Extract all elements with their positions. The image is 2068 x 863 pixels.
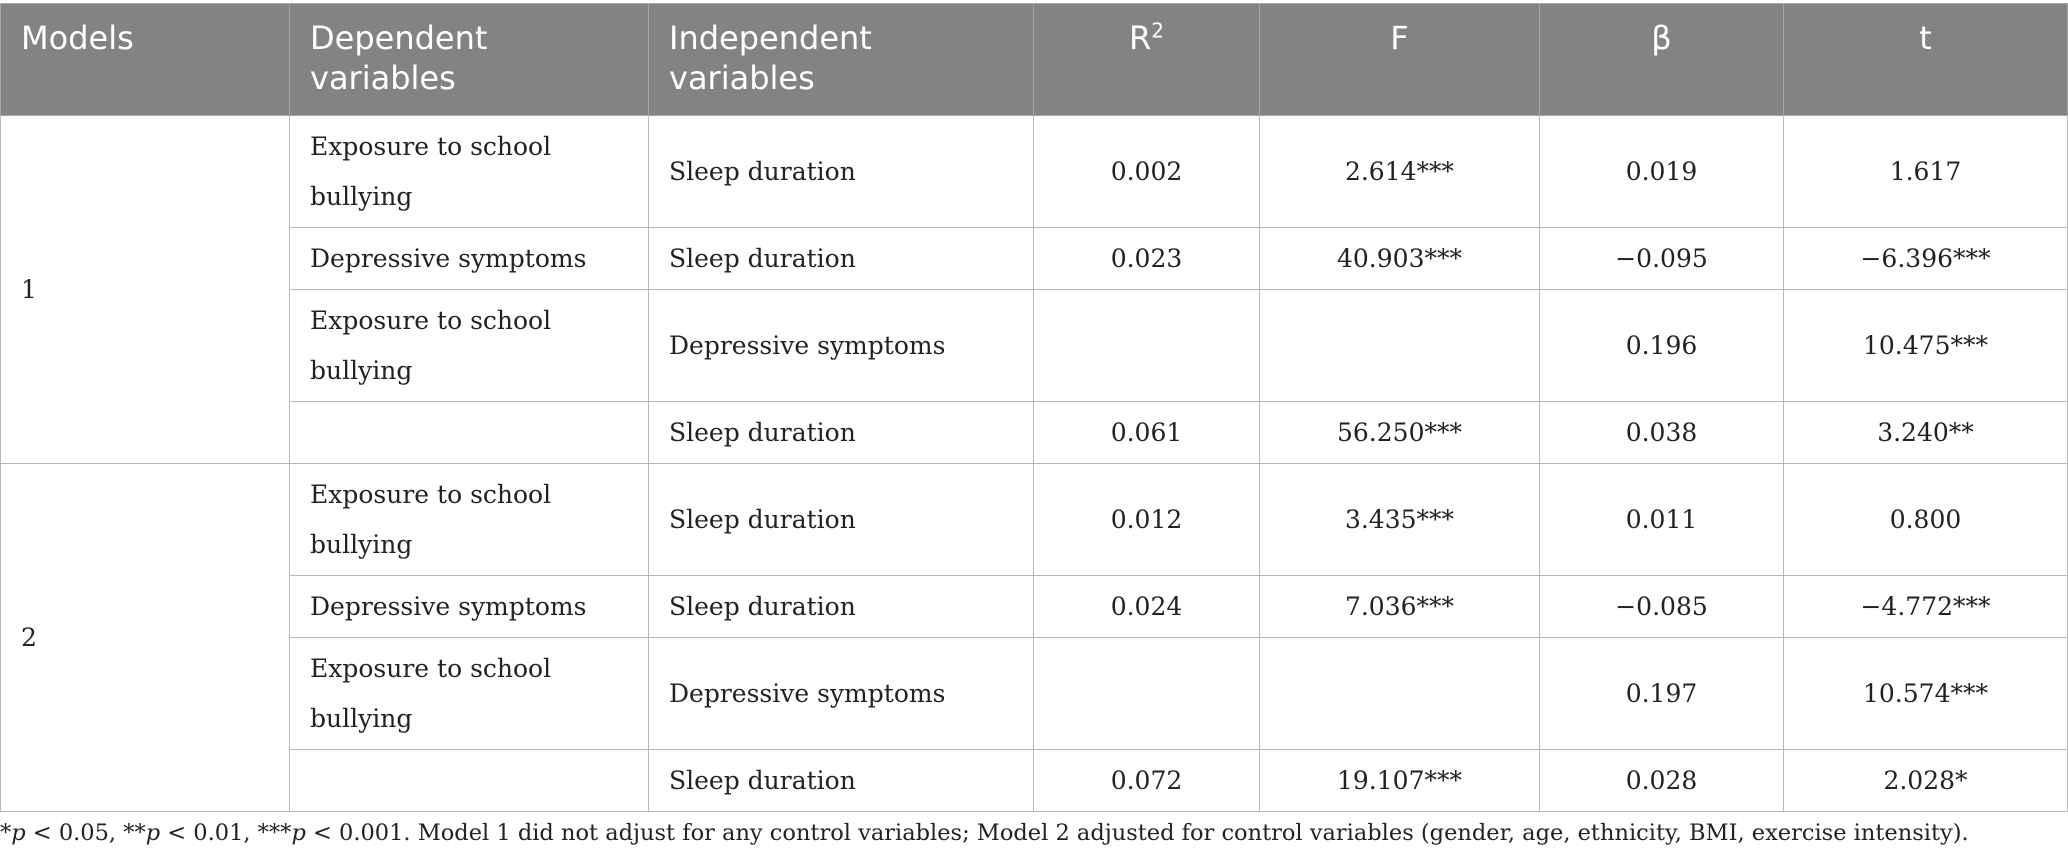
beta-cell: 0.196	[1540, 290, 1784, 402]
header-r-squared-superscript: 2	[1151, 18, 1164, 43]
beta-cell: 0.038	[1540, 402, 1784, 464]
f-cell	[1260, 290, 1540, 402]
model-label: 2	[1, 464, 290, 812]
independent-variable-cell: Sleep duration	[649, 116, 1034, 228]
dependent-variable-cell	[290, 402, 649, 464]
beta-cell: −0.095	[1540, 228, 1784, 290]
beta-cell: −0.085	[1540, 576, 1784, 638]
t-cell: 2.028*	[1784, 750, 2068, 812]
header-r-squared-base: R	[1129, 19, 1152, 57]
independent-variable-cell: Sleep duration	[649, 750, 1034, 812]
footnote-text: < 0.01, ***	[160, 820, 292, 846]
beta-cell: 0.019	[1540, 116, 1784, 228]
beta-cell: 0.028	[1540, 750, 1784, 812]
r-squared-cell: 0.002	[1034, 116, 1260, 228]
header-models: Models	[1, 4, 290, 116]
independent-variable-cell: Sleep duration	[649, 228, 1034, 290]
footnote-p-italic: p	[291, 820, 306, 846]
dependent-variable-cell: Exposure to school bullying	[290, 290, 649, 402]
r-squared-cell: 0.024	[1034, 576, 1260, 638]
f-cell: 2.614***	[1260, 116, 1540, 228]
header-t: t	[1784, 4, 2068, 116]
r-squared-cell: 0.061	[1034, 402, 1260, 464]
r-squared-cell: 0.072	[1034, 750, 1260, 812]
footnote-text: < 0.05, **	[25, 820, 146, 846]
t-cell: 10.574***	[1784, 638, 2068, 750]
dependent-variable-cell: Depressive symptoms	[290, 228, 649, 290]
footnote-text: < 0.001. Model 1 did not adjust for any control variables; Model 2 adjusted for control variables (gender, age, ethnicity, BMI, exercise intensity).	[305, 820, 1969, 846]
f-cell: 7.036***	[1260, 576, 1540, 638]
independent-variable-cell: Sleep duration	[649, 464, 1034, 576]
f-cell: 56.250***	[1260, 402, 1540, 464]
table-row	[1, 116, 2068, 228]
table-footnote	[0, 820, 1969, 846]
table-row	[1, 638, 2068, 750]
r-squared-cell: 0.012	[1034, 464, 1260, 576]
dependent-variable-cell: Exposure to school bullying	[290, 464, 649, 576]
f-cell: 3.435***	[1260, 464, 1540, 576]
f-cell: 19.107***	[1260, 750, 1540, 812]
t-cell: −4.772***	[1784, 576, 2068, 638]
table-row	[1, 464, 2068, 576]
t-cell: 0.800	[1784, 464, 2068, 576]
r-squared-cell	[1034, 638, 1260, 750]
beta-cell: 0.197	[1540, 638, 1784, 750]
dependent-variable-cell: Depressive symptoms	[290, 576, 649, 638]
r-squared-cell	[1034, 290, 1260, 402]
table-row	[1, 290, 2068, 402]
t-cell: 10.475***	[1784, 290, 2068, 402]
header-independent-variables: Independent variables	[649, 4, 1034, 116]
footnote-p-italic: p	[145, 820, 161, 846]
r-squared-cell: 0.023	[1034, 228, 1260, 290]
beta-cell: 0.011	[1540, 464, 1784, 576]
table-row	[1, 576, 2068, 638]
dependent-variable-cell: Exposure to school bullying	[290, 638, 649, 750]
table-row	[1, 402, 2068, 464]
table-row	[1, 228, 2068, 290]
header-r-squared	[1034, 4, 1260, 116]
independent-variable-cell: Sleep duration	[649, 576, 1034, 638]
footnote-star: *	[0, 820, 12, 846]
footnote-p-italic: p	[11, 820, 26, 846]
independent-variable-cell: Depressive symptoms	[649, 290, 1034, 402]
independent-variable-cell: Sleep duration	[649, 402, 1034, 464]
t-cell: 3.240**	[1784, 402, 2068, 464]
dependent-variable-cell	[290, 750, 649, 812]
f-cell: 40.903***	[1260, 228, 1540, 290]
model-label: 1	[1, 116, 290, 464]
header-f: F	[1260, 4, 1540, 116]
independent-variable-cell: Depressive symptoms	[649, 638, 1034, 750]
header-row	[1, 4, 2068, 116]
t-cell: −6.396***	[1784, 228, 2068, 290]
t-cell: 1.617	[1784, 116, 2068, 228]
table-row	[1, 750, 2068, 812]
dependent-variable-cell: Exposure to school bullying	[290, 116, 649, 228]
regression-table	[0, 3, 2068, 812]
f-cell	[1260, 638, 1540, 750]
header-dependent-variables: Dependent variables	[290, 4, 649, 116]
header-beta: β	[1540, 4, 1784, 116]
